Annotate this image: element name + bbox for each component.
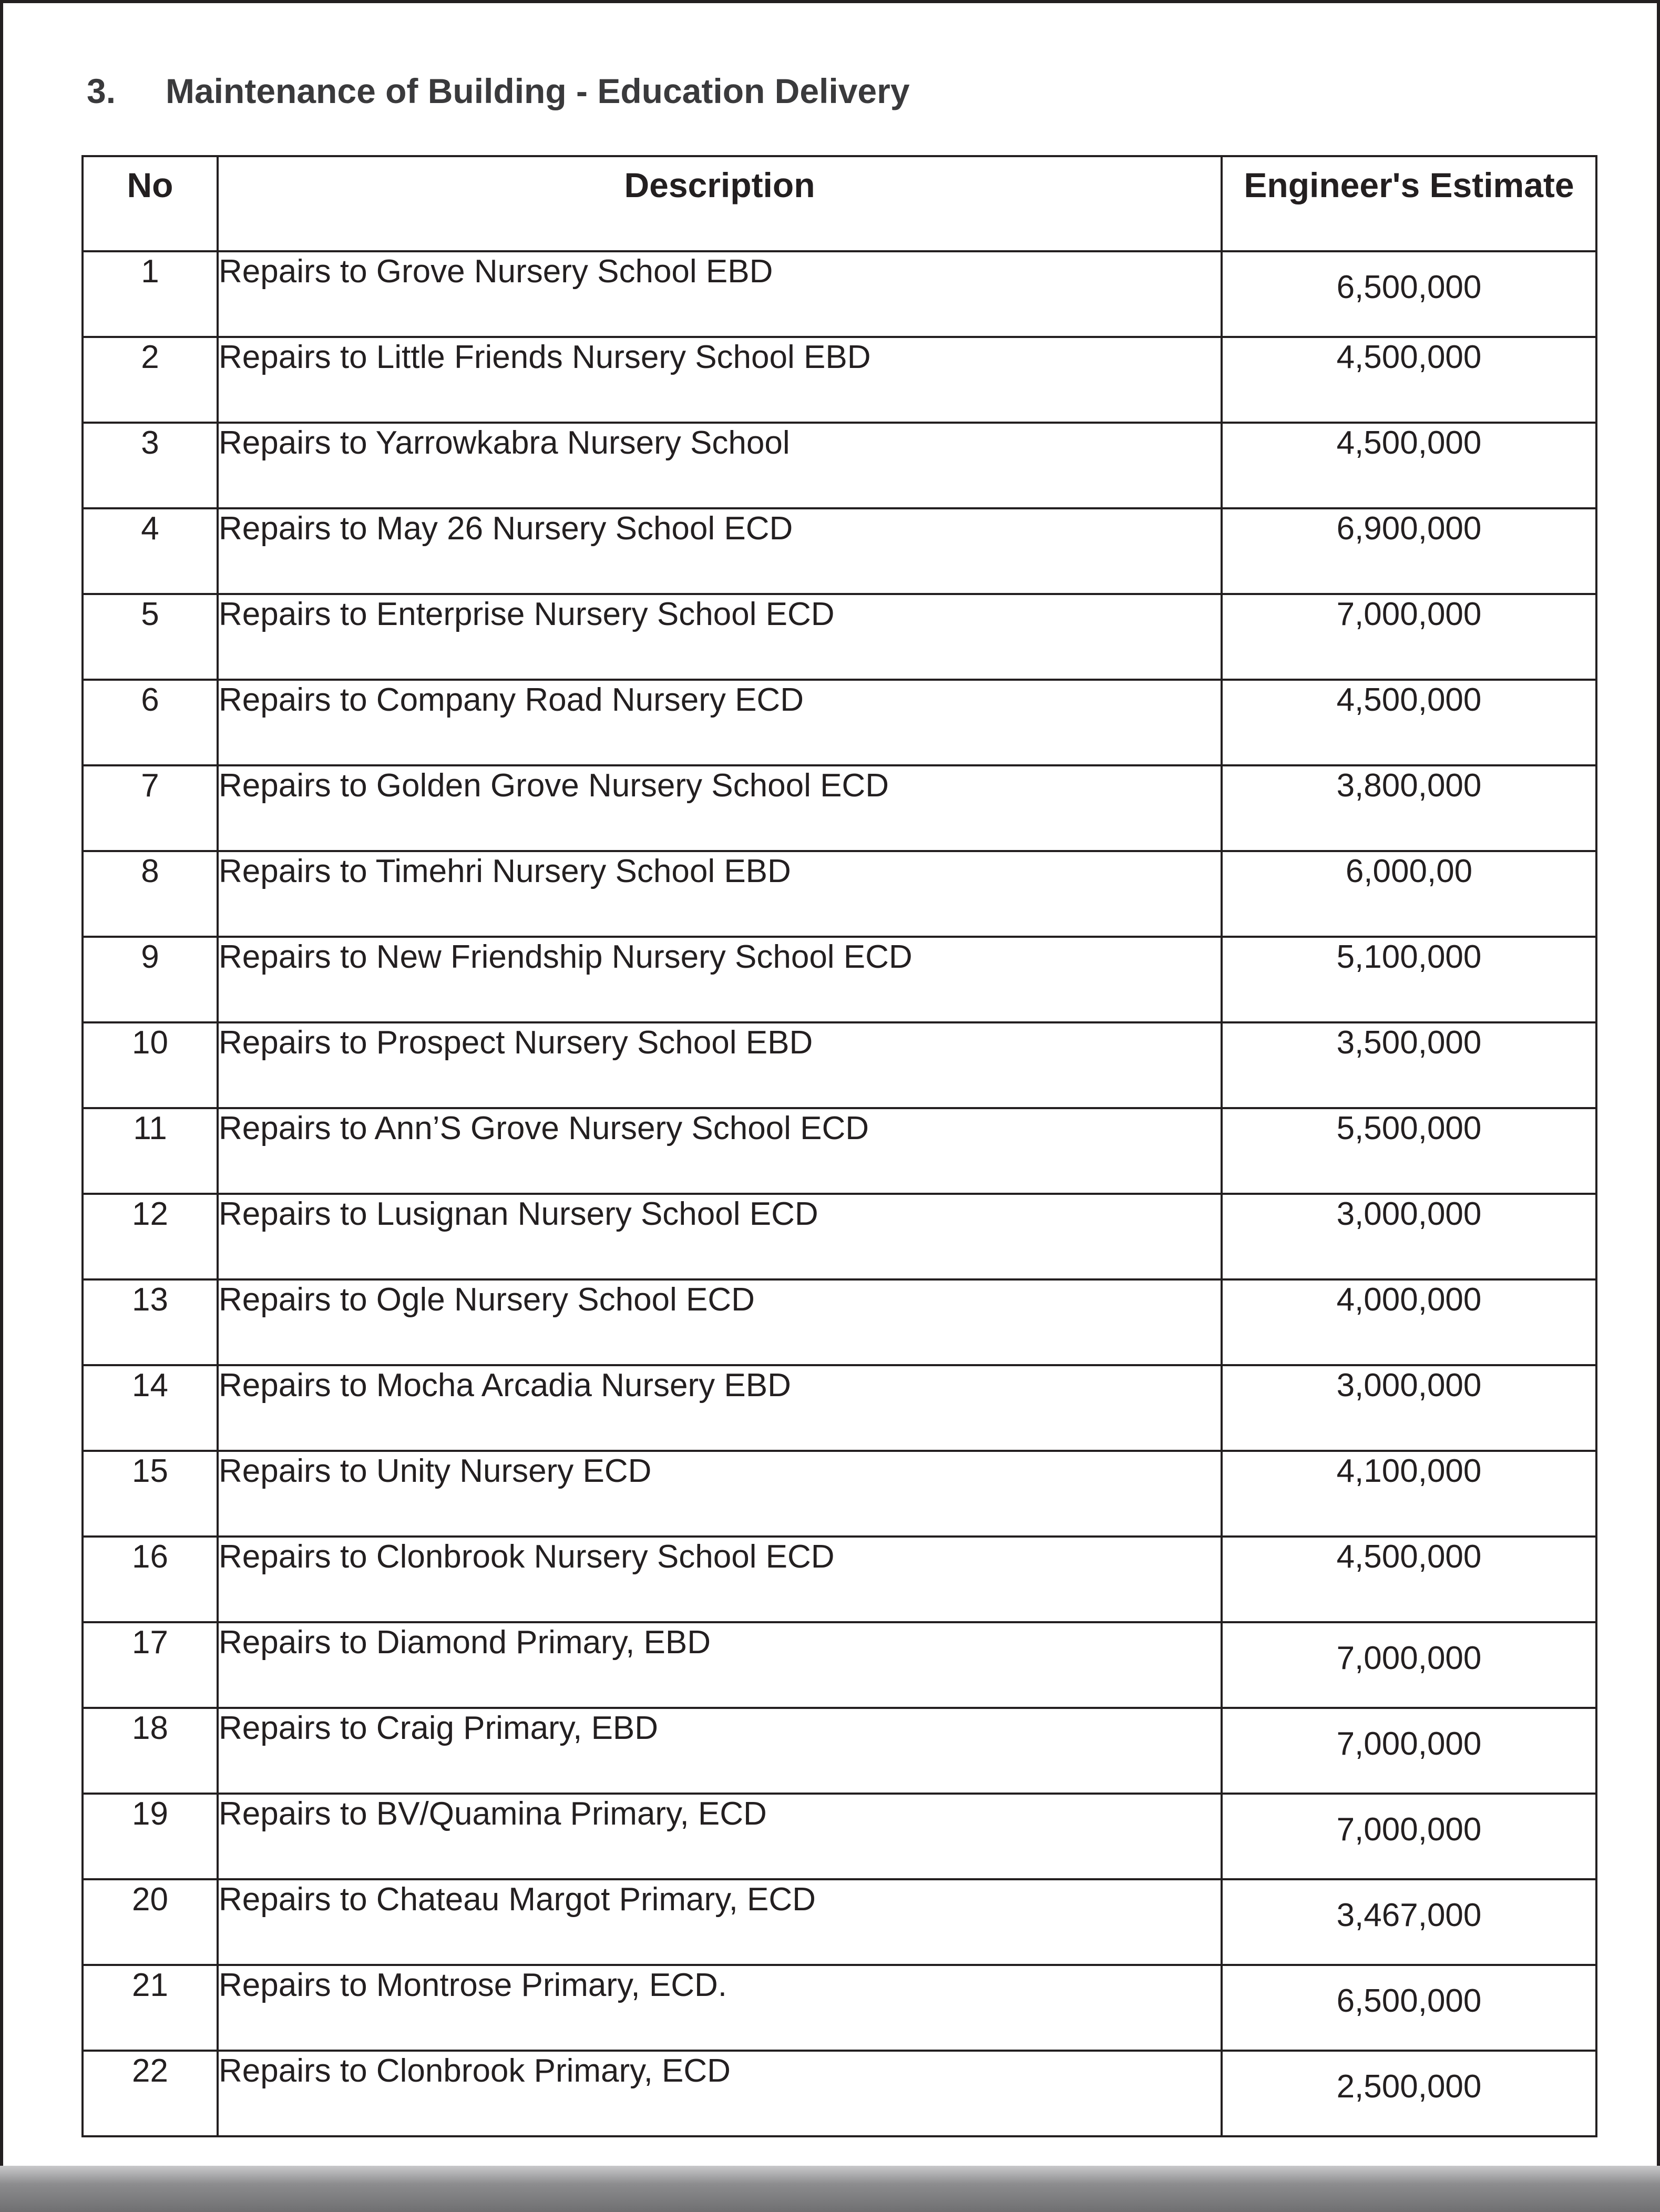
row-estimate: 3,000,000 bbox=[1222, 1365, 1596, 1451]
table-row bbox=[83, 1537, 1596, 1622]
table-row bbox=[83, 2051, 1596, 2136]
table-header-row bbox=[83, 156, 1596, 251]
row-estimate: 6,500,000 bbox=[1222, 1965, 1596, 2051]
row-number: 22 bbox=[83, 2051, 218, 2136]
table-row bbox=[83, 508, 1596, 594]
row-description: Repairs to Mocha Arcadia Nursery EBD bbox=[218, 1365, 1222, 1451]
row-description: Repairs to Clonbrook Nursery School ECD bbox=[218, 1537, 1222, 1622]
row-description: Repairs to Ann’S Grove Nursery School ECD bbox=[218, 1108, 1222, 1194]
row-description: Repairs to Ogle Nursery School ECD bbox=[218, 1279, 1222, 1365]
table-row bbox=[83, 1965, 1596, 2051]
table-row bbox=[83, 1451, 1596, 1537]
footer-bar bbox=[0, 2166, 1660, 2212]
row-number: 20 bbox=[83, 1879, 218, 1965]
table-row bbox=[83, 594, 1596, 680]
row-description: Repairs to Lusignan Nursery School ECD bbox=[218, 1194, 1222, 1279]
row-number: 19 bbox=[83, 1794, 218, 1879]
row-estimate: 6,000,00 bbox=[1222, 851, 1596, 937]
table-row bbox=[83, 1794, 1596, 1879]
row-estimate: 2,500,000 bbox=[1222, 2051, 1596, 2136]
table-row bbox=[83, 251, 1596, 337]
row-number: 10 bbox=[83, 1022, 218, 1108]
row-estimate: 4,500,000 bbox=[1222, 1537, 1596, 1622]
row-estimate: 4,500,000 bbox=[1222, 337, 1596, 423]
row-estimate: 7,000,000 bbox=[1222, 1708, 1596, 1794]
row-number: 3 bbox=[83, 423, 218, 508]
row-number: 16 bbox=[83, 1537, 218, 1622]
row-estimate: 7,000,000 bbox=[1222, 594, 1596, 680]
row-estimate: 4,500,000 bbox=[1222, 680, 1596, 765]
row-estimate: 5,500,000 bbox=[1222, 1108, 1596, 1194]
table-row bbox=[83, 680, 1596, 765]
header-description: Description bbox=[218, 156, 1222, 251]
row-description: Repairs to Golden Grove Nursery School ECD bbox=[218, 765, 1222, 851]
table-row bbox=[83, 851, 1596, 937]
row-description: Repairs to Yarrowkabra Nursery School bbox=[218, 423, 1222, 508]
row-estimate: 3,000,000 bbox=[1222, 1194, 1596, 1279]
row-description: Repairs to BV/Quamina Primary, ECD bbox=[218, 1794, 1222, 1879]
row-estimate: 4,500,000 bbox=[1222, 423, 1596, 508]
row-number: 2 bbox=[83, 337, 218, 423]
row-description: Repairs to Craig Primary, EBD bbox=[218, 1708, 1222, 1794]
row-description: Repairs to Prospect Nursery School EBD bbox=[218, 1022, 1222, 1108]
table-row bbox=[83, 423, 1596, 508]
table-row bbox=[83, 1708, 1596, 1794]
row-estimate: 7,000,000 bbox=[1222, 1794, 1596, 1879]
row-estimate: 4,000,000 bbox=[1222, 1279, 1596, 1365]
row-number: 1 bbox=[83, 251, 218, 337]
row-description: Repairs to May 26 Nursery School ECD bbox=[218, 508, 1222, 594]
section-heading bbox=[87, 71, 910, 111]
section-title: Maintenance of Building - Education Delivery bbox=[166, 71, 910, 110]
row-estimate: 4,100,000 bbox=[1222, 1451, 1596, 1537]
row-number: 18 bbox=[83, 1708, 218, 1794]
row-number: 17 bbox=[83, 1622, 218, 1708]
row-estimate: 5,100,000 bbox=[1222, 937, 1596, 1022]
row-number: 6 bbox=[83, 680, 218, 765]
row-description: Repairs to Timehri Nursery School EBD bbox=[218, 851, 1222, 937]
row-number: 8 bbox=[83, 851, 218, 937]
row-number: 9 bbox=[83, 937, 218, 1022]
row-number: 7 bbox=[83, 765, 218, 851]
row-number: 12 bbox=[83, 1194, 218, 1279]
table-row bbox=[83, 1194, 1596, 1279]
table-body bbox=[83, 251, 1596, 2136]
row-description: Repairs to Grove Nursery School EBD bbox=[218, 251, 1222, 337]
row-number: 4 bbox=[83, 508, 218, 594]
table-row bbox=[83, 1879, 1596, 1965]
table-row bbox=[83, 765, 1596, 851]
table-row bbox=[83, 937, 1596, 1022]
section-number: 3. bbox=[87, 71, 116, 110]
row-description: Repairs to Diamond Primary, EBD bbox=[218, 1622, 1222, 1708]
row-description: Repairs to Chateau Margot Primary, ECD bbox=[218, 1879, 1222, 1965]
row-description: Repairs to New Friendship Nursery School ECD bbox=[218, 937, 1222, 1022]
table-row bbox=[83, 1108, 1596, 1194]
row-number: 13 bbox=[83, 1279, 218, 1365]
table-row bbox=[83, 337, 1596, 423]
row-estimate: 3,467,000 bbox=[1222, 1879, 1596, 1965]
row-description: Repairs to Unity Nursery ECD bbox=[218, 1451, 1222, 1537]
row-description: Repairs to Enterprise Nursery School ECD bbox=[218, 594, 1222, 680]
row-number: 21 bbox=[83, 1965, 218, 2051]
row-estimate: 3,500,000 bbox=[1222, 1022, 1596, 1108]
row-estimate: 7,000,000 bbox=[1222, 1622, 1596, 1708]
row-description: Repairs to Little Friends Nursery School EBD bbox=[218, 337, 1222, 423]
row-number: 11 bbox=[83, 1108, 218, 1194]
table-row bbox=[83, 1279, 1596, 1365]
row-number: 5 bbox=[83, 594, 218, 680]
row-description: Repairs to Clonbrook Primary, ECD bbox=[218, 2051, 1222, 2136]
table-row bbox=[83, 1622, 1596, 1708]
row-estimate: 6,500,000 bbox=[1222, 251, 1596, 337]
row-number: 15 bbox=[83, 1451, 218, 1537]
header-no: No bbox=[83, 156, 218, 251]
table-row bbox=[83, 1022, 1596, 1108]
header-estimate: Engineer's Estimate bbox=[1222, 156, 1596, 251]
row-description: Repairs to Company Road Nursery ECD bbox=[218, 680, 1222, 765]
row-estimate: 6,900,000 bbox=[1222, 508, 1596, 594]
estimate-table bbox=[81, 155, 1597, 2137]
table-row bbox=[83, 1365, 1596, 1451]
row-estimate: 3,800,000 bbox=[1222, 765, 1596, 851]
row-description: Repairs to Montrose Primary, ECD. bbox=[218, 1965, 1222, 2051]
row-number: 14 bbox=[83, 1365, 218, 1451]
